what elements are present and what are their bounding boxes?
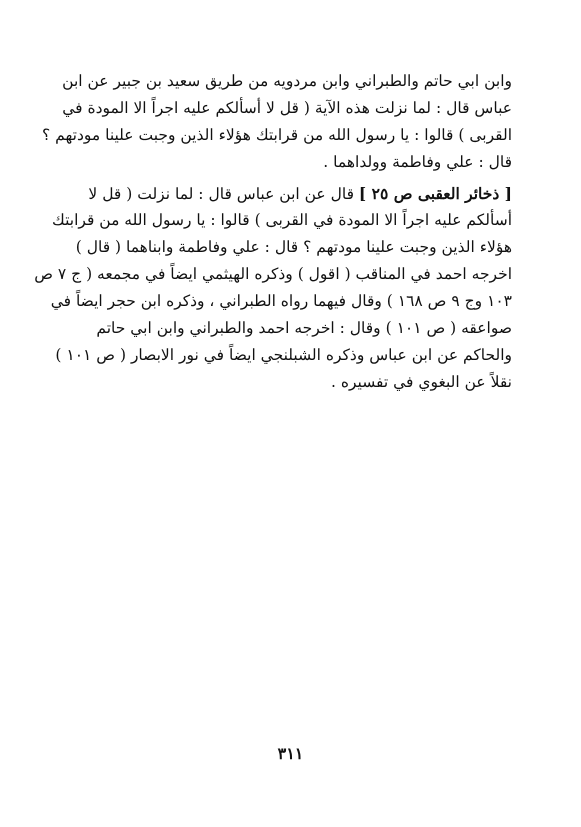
text-segment: قال عن ابن عباس قال : لما نزلت ( قل لا xyxy=(88,185,359,203)
text-line-with-source-heading xyxy=(72,180,512,207)
text-line: اخرجه احمد في المناقب ( اقول ) وذكره الهيثمي ايضاً في مجمعه ( ج ٧ ص xyxy=(34,265,512,283)
paragraph-2 xyxy=(34,180,512,396)
text-line: القربى ) قالوا : يا رسول الله من قرابتك هؤلاء الذين وجبت علينا مودتهم ؟ xyxy=(42,126,512,144)
text-line: والحاكم عن ابن عباس وذكره الشبلنجي ايضاً في نور الابصار ( ص ١٠١ ) xyxy=(55,346,512,364)
text-line: وابن ابي حاتم والطبراني وابن مردويه من طريق سعيد بن جبير عن ابن xyxy=(62,72,512,90)
text-line: نقلاً عن البغوي في تفسيره . xyxy=(331,373,512,391)
paragraph-1 xyxy=(42,68,512,176)
text-line: عباس قال : لما نزلت هذه الآية ( قل لا أسألكم عليه اجراً الا المودة في xyxy=(62,99,512,117)
text-line: هؤلاء الذين وجبت علينا مودتهم ؟ قال : علي وفاطمة وابناهما ( قال ) xyxy=(75,238,512,256)
text-line: ١٠٣ وج ٩ ص ١٦٨ ) وقال فيهما رواه الطبراني ، وذكره ابن حجر ايضاً في xyxy=(50,292,512,310)
text-line: أسألكم عليه اجراً الا المودة في القربى ) قالوا : يا رسول الله من قرابتك xyxy=(52,211,512,229)
text-line: قال : علي وفاطمة وولداهما . xyxy=(323,153,512,171)
text-line: صواعقه ( ص ١٠١ ) وقال : اخرجه احمد والطبراني وابن ابي حاتم xyxy=(96,319,512,337)
page-number: ٣١١ xyxy=(277,744,304,763)
source-heading: [ ذخائر العقبى ص ٢٥ ] xyxy=(358,184,512,203)
